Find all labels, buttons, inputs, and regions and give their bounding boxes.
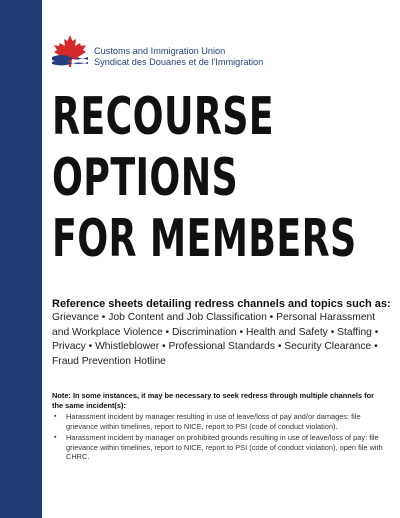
union-logo xyxy=(50,33,263,69)
logo-text xyxy=(94,46,263,67)
list-item: ▪ Harassment incident by manager resulting in use of leave/loss of pay and/or damages: file grievance within timelines, report to NICE, report to PSI (code of conduct violation). xyxy=(52,412,386,431)
subtitle: Reference sheets detailing redress channels and topics such as: xyxy=(52,298,391,310)
example-list xyxy=(52,412,386,464)
logo-name-english: Customs and Immigration Union xyxy=(94,46,226,56)
topics-list: Grievance • Job Content and Job Classification • Personal Harassment and Workplace Violence • Discrimination • Health and Safety • Staffing • Privacy • Whistleblower • Professional Standards • Security Clearance • Fraud Prevention Hotline xyxy=(52,312,379,367)
title-line-3: FOR MEMBERS xyxy=(52,209,357,269)
logo-name-french: Syndicat des Douanes et de l'Immigration xyxy=(94,56,264,67)
list-item: ▪ Harassment incident by manager on prohibited grounds resulting in use of leave/loss of pay: file grievance within timelines, report to NICE, report to PSI (code of conduct violation), open file with CHRC. xyxy=(52,433,386,462)
title-line-2: OPTIONS xyxy=(52,148,239,208)
page-title xyxy=(52,87,357,270)
note-heading: Note: In some instances, it may be necessary to seek redress through multiple channels for the same incident(s): xyxy=(52,391,375,410)
maple-leaf-icon xyxy=(50,33,90,69)
side-band xyxy=(0,0,42,518)
title-line-1: RECOURSE xyxy=(52,87,275,147)
